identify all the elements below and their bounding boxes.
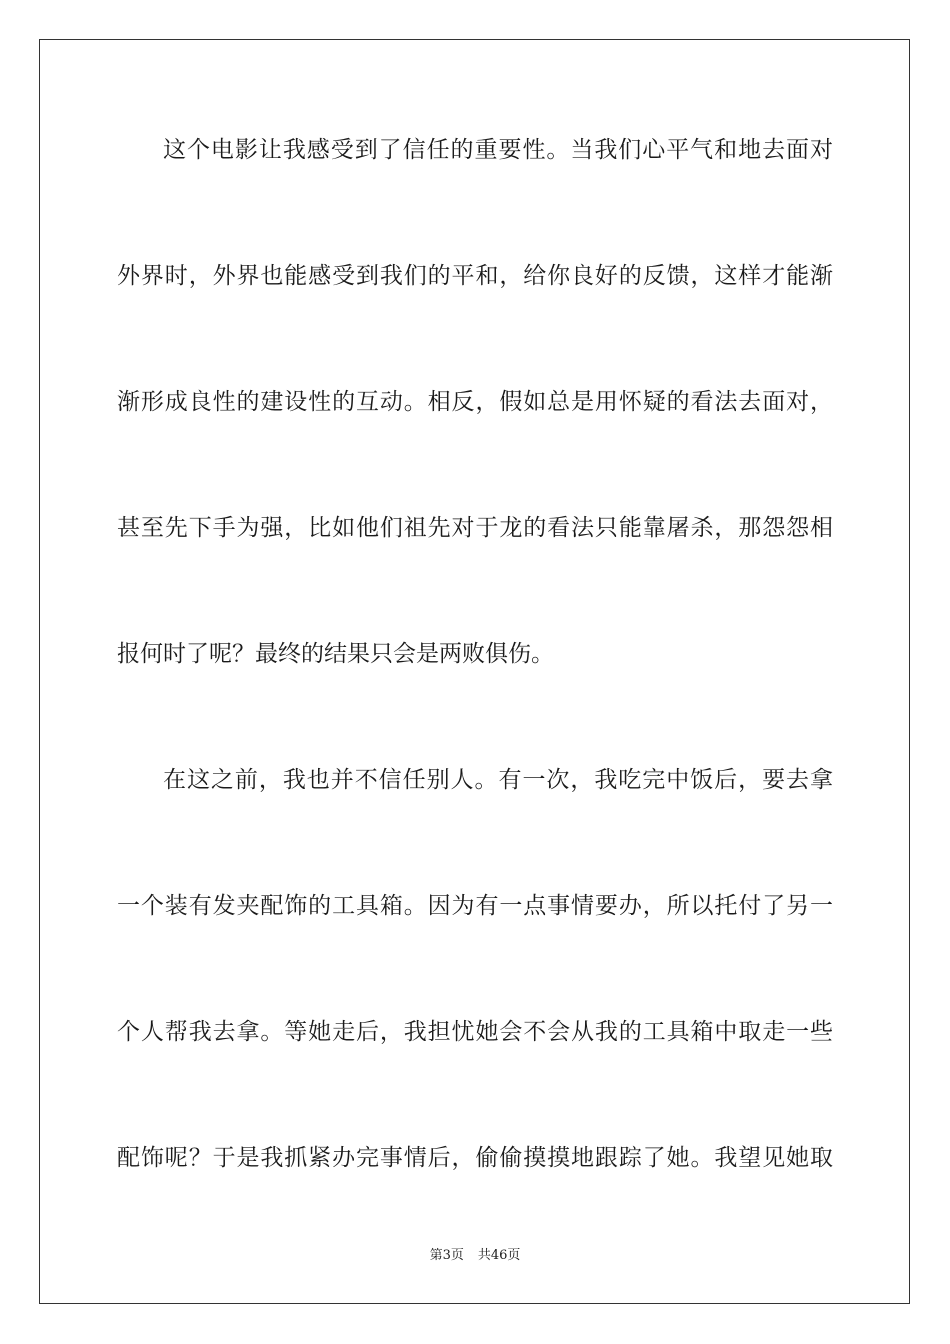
- total-pages: 共46页: [477, 1248, 521, 1263]
- page-footer: [0, 1244, 950, 1263]
- paragraph-1-line-1: 这个电影让我感受到了信任的重要性。当我们心平气和地去面对: [163, 137, 833, 163]
- paragraph-2-line-3: 个人帮我去拿。等她走后，我担忧她会不会从我的工具箱中取走一些: [117, 1019, 833, 1045]
- paragraph-1-line-4: 甚至先下手为强，比如他们祖先对于龙的看法只能靠屠杀，那怨怨相: [117, 515, 833, 541]
- paragraph-1-line-2: 外界时，外界也能感受到我们的平和，给你良好的反馈，这样才能渐: [117, 263, 833, 289]
- page-number: 第3页: [429, 1248, 464, 1263]
- paragraph-2-line-2: 一个装有发夹配饰的工具箱。因为有一点事情要办，所以托付了另一: [117, 893, 833, 919]
- paragraph-2-line-1: 在这之前，我也并不信任别人。有一次，我吃完中饭后，要去拿: [163, 767, 833, 793]
- paragraph-2-line-4: 配饰呢？于是我抓紧办完事情后，偷偷摸摸地跟踪了她。我望见她取: [117, 1145, 833, 1171]
- paragraph-1-line-5: 报何时了呢？最终的结果只会是两败俱伤。: [117, 641, 554, 667]
- document-body: [117, 118, 833, 1252]
- paragraph-1-line-3: 渐形成良性的建设性的互动。相反，假如总是用怀疑的看法去面对，: [117, 389, 833, 415]
